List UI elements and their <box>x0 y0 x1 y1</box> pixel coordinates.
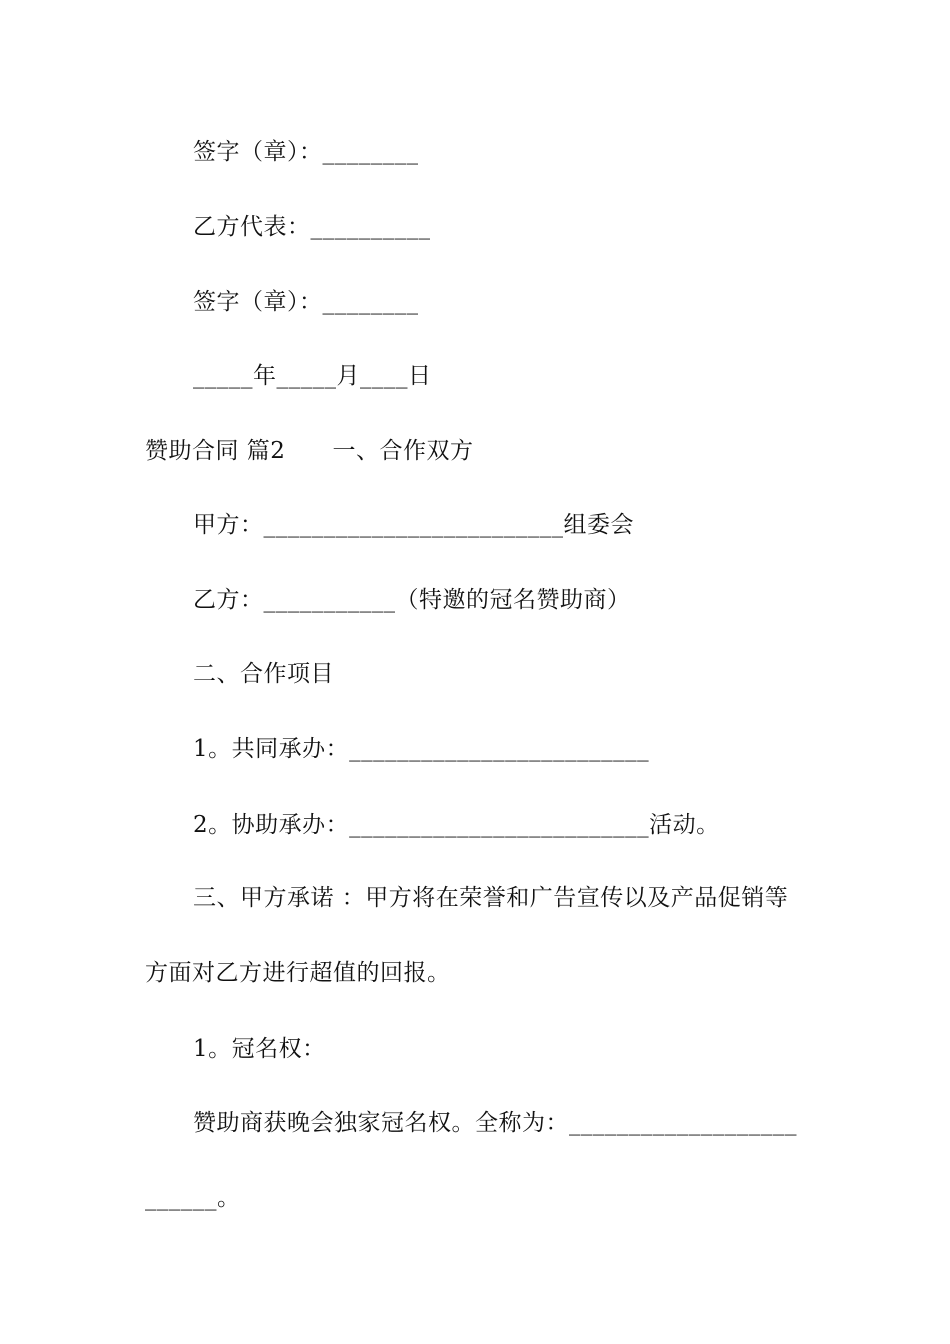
party-a-commitment-continuation: 方面对乙方进行超值的回报。 <box>145 960 451 986</box>
date-line: _____年_____月____日 <box>193 363 432 389</box>
naming-rights-continuation: ______。 <box>145 1185 241 1211</box>
contract-section-heading: 赞助合同 篇2 一、合作双方 <box>145 438 474 464</box>
co-organizer-line: 1。共同承办：_________________________ <box>193 736 650 762</box>
party-b-signature-line: 签字（章）：________ <box>193 289 419 315</box>
assistant-organizer-line: 2。协助承办：_________________________活动。 <box>193 812 720 838</box>
party-a-commitment-paragraph: 三、甲方承诺 ：甲方将在荣誉和广告宣传以及产品促销等 <box>193 885 789 911</box>
naming-rights-heading: 1。冠名权： <box>193 1036 326 1062</box>
party-a-signature-line: 签字（章）：________ <box>193 139 419 165</box>
cooperation-project-heading: 二、合作项目 <box>193 661 334 687</box>
party-a-line: 甲方：_________________________组委会 <box>193 512 634 538</box>
party-b-line: 乙方：___________（特邀的冠名赞助商） <box>193 587 631 613</box>
party-b-representative-line: 乙方代表：__________ <box>193 214 431 240</box>
naming-rights-paragraph: 赞助商获晚会独家冠名权。全称为：___________________ <box>193 1110 797 1136</box>
